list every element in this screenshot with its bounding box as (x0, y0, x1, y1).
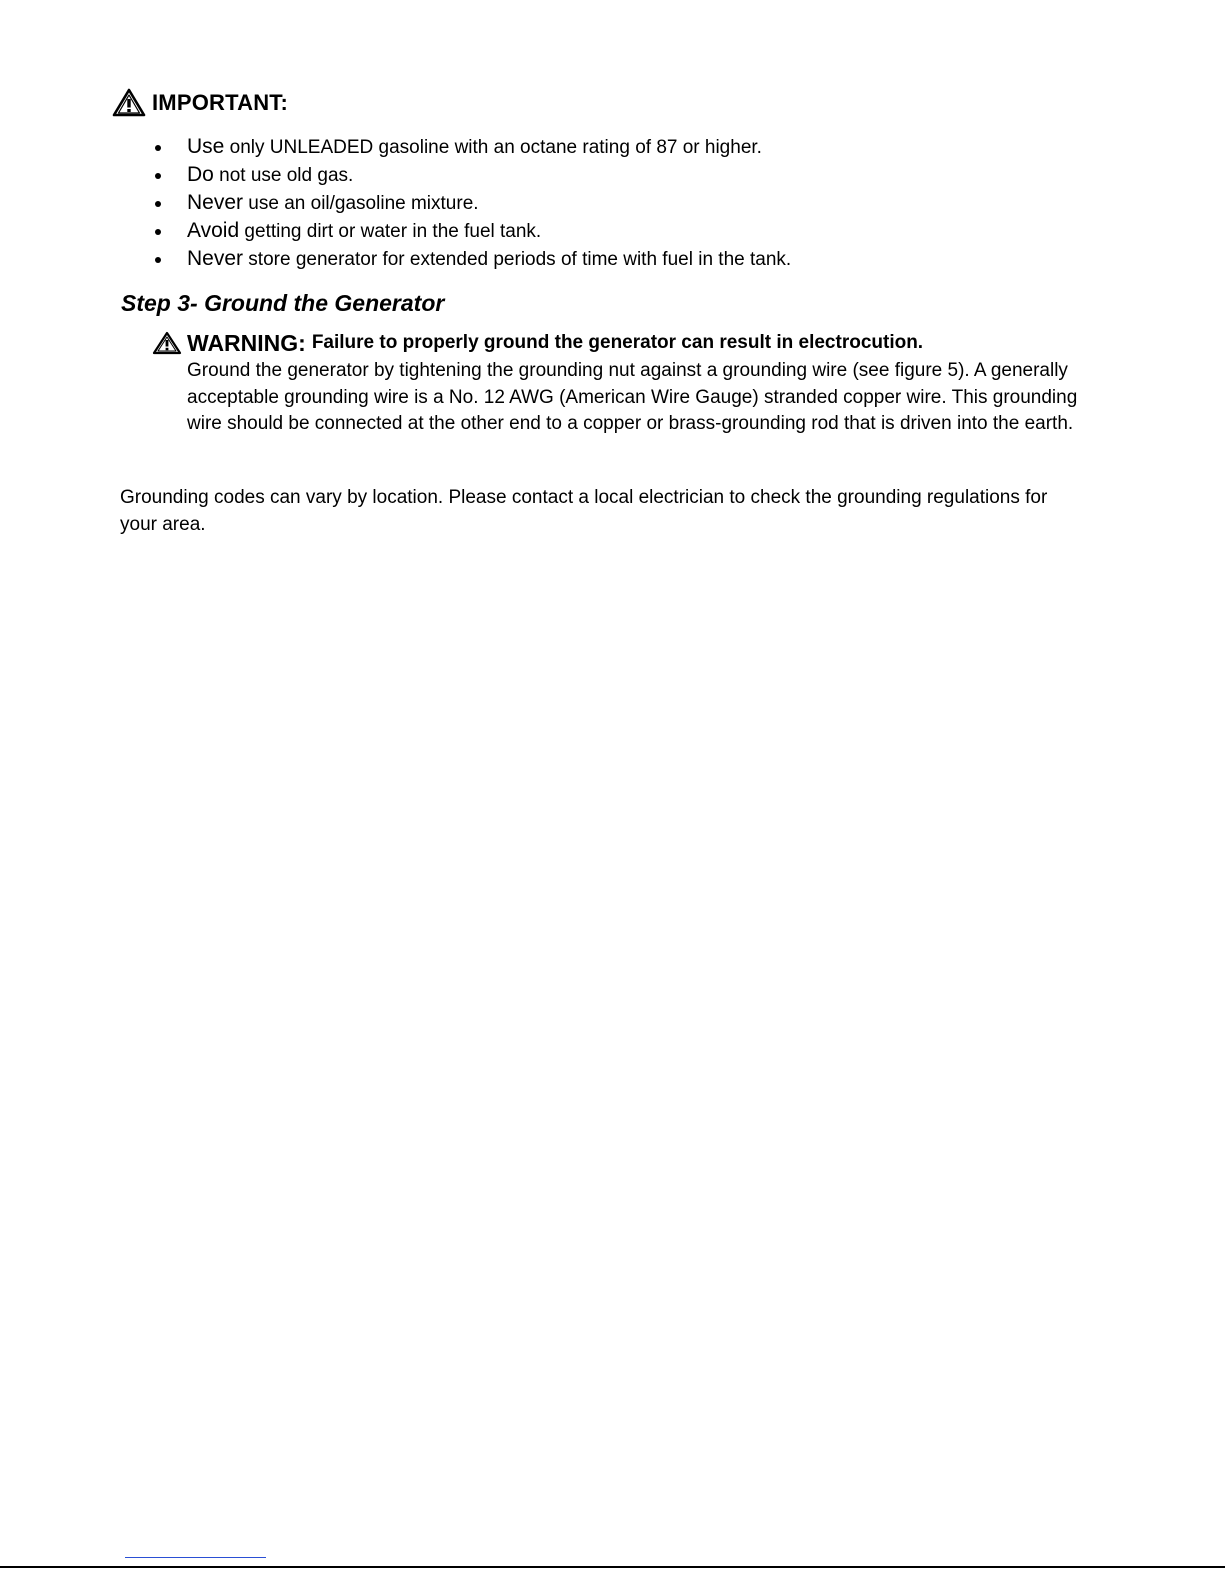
important-heading (112, 88, 288, 118)
important-list (150, 133, 791, 273)
list-item-text: not use old gas. (213, 165, 354, 186)
list-item (150, 133, 791, 161)
important-title: IMPORTANT: (152, 90, 289, 115)
list-item-lead: Never (187, 191, 244, 214)
list-item (150, 217, 791, 245)
warning-label: WARNING: (187, 329, 306, 356)
list-item-lead: Use (187, 135, 225, 158)
footnote-divider (125, 1557, 266, 1558)
list-item-text: getting dirt or water in the fuel tank. (239, 221, 542, 242)
list-item-lead: Never (187, 247, 244, 270)
bullet-icon (155, 201, 161, 207)
bullet-icon (155, 145, 161, 151)
warning-triangle-icon (152, 331, 182, 355)
warning-block (152, 328, 1092, 438)
list-item (150, 161, 791, 189)
list-item (150, 189, 791, 217)
list-item-text: only UNLEADED gasoline with an octane rating of 87 or higher. (224, 137, 762, 158)
list-item (150, 245, 791, 273)
list-item-text: store generator for extended periods of time with fuel in the tank. (243, 249, 792, 270)
warning-body: Ground the generator by tightening the grounding nut against a grounding wire (see figure 5). A generally acceptable grounding wire is a No. 12 AWG (American Wire Gauge) stranded copper wire. This grounding wire should be connected at the other end to a copper or brass-grounding rod that is driven into the earth. (187, 360, 1078, 434)
warning-headline-text: Failure to properly ground the generator can result in electrocution. (311, 332, 924, 353)
bullet-icon (155, 257, 161, 263)
list-item-lead: Avoid (187, 219, 240, 242)
page-bottom-border (0, 1566, 1225, 1568)
warning-headline (152, 328, 1092, 358)
list-item-lead: Do (187, 163, 214, 186)
bullet-icon (155, 229, 161, 235)
warning-triangle-icon (112, 88, 146, 118)
grounding-note: Grounding codes can vary by location. Please contact a local electrician to check the grounding regulations for your area. (120, 487, 1048, 535)
step-heading: Step 3- Ground the Generator (121, 290, 445, 316)
list-item-text: use an oil/gasoline mixture. (243, 193, 479, 214)
bullet-icon (155, 173, 161, 179)
